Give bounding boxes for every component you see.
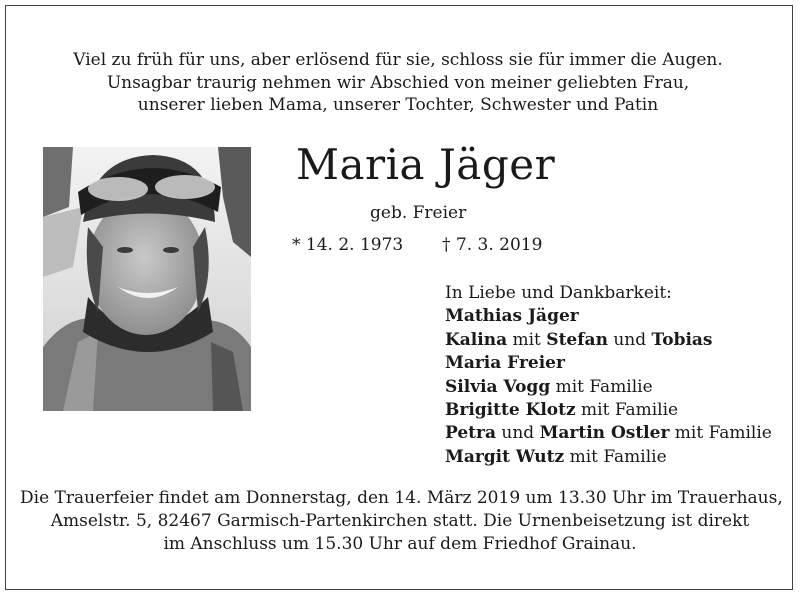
death-date: † 7. 3. 2019 <box>442 235 543 255</box>
mourner-connector: und <box>495 423 540 444</box>
maiden-name: geb. Freier <box>370 203 467 223</box>
mourners-heading: In Liebe und Dankbarkeit: <box>445 283 672 303</box>
birth-date: * 14. 2. 1973 <box>292 235 404 255</box>
mourner-entry <box>445 446 772 469</box>
mourner-name: Silvia Vogg <box>445 376 551 397</box>
service-line: im Anschluss um 15.30 Uhr auf dem Friedhof Grainau. <box>163 534 637 554</box>
mourner-entries <box>445 305 772 469</box>
mourner-name: Tobias <box>651 329 713 350</box>
intro-text <box>40 49 756 117</box>
portrait-photo <box>43 147 251 411</box>
portrait-image <box>43 147 251 411</box>
mourner-entry <box>445 422 772 445</box>
mourner-entry <box>445 376 772 399</box>
mourner-connector: mit Familie <box>564 446 667 467</box>
intro-line: Viel zu früh für uns, aber erlösend für sie, schloss sie für immer die Augen. <box>73 50 723 70</box>
mourner-connector: mit Familie <box>550 376 653 397</box>
mourner-name: Petra <box>445 423 496 444</box>
intro-line: unserer lieben Mama, unserer Tochter, Schwester und Patin <box>137 95 659 115</box>
mourner-name: Kalina <box>445 329 508 350</box>
service-info <box>20 487 783 556</box>
mourner-entry <box>445 329 772 352</box>
mourner-name: Martin Ostler <box>539 423 670 444</box>
mourner-name: Stefan <box>546 329 608 350</box>
mourner-name: Mathias Jäger <box>445 306 579 327</box>
mourner-name: Margit Wutz <box>445 446 565 467</box>
mourner-name: Maria Freier <box>445 353 565 374</box>
mourner-connector: mit Familie <box>669 423 772 444</box>
deceased-name: Maria Jäger <box>296 140 556 189</box>
mourner-connector: mit <box>507 329 547 350</box>
service-line: Amselstr. 5, 82467 Garmisch-Partenkirchen statt. Die Urnenbeisetzung ist direkt <box>50 511 750 531</box>
mourner-entry <box>445 305 772 328</box>
mourner-entry <box>445 399 772 422</box>
mourner-connector: und <box>607 329 652 350</box>
mourner-entry <box>445 352 772 375</box>
service-line: Die Trauerfeier findet am Donnerstag, den 14. März 2019 um 13.30 Uhr im Trauerhaus, <box>20 488 783 508</box>
mourners-list <box>445 282 772 469</box>
intro-line: Unsagbar traurig nehmen wir Abschied von meiner geliebten Frau, <box>106 72 690 93</box>
mourner-name: Brigitte Klotz <box>445 400 576 421</box>
mourner-connector: mit Familie <box>575 400 679 421</box>
